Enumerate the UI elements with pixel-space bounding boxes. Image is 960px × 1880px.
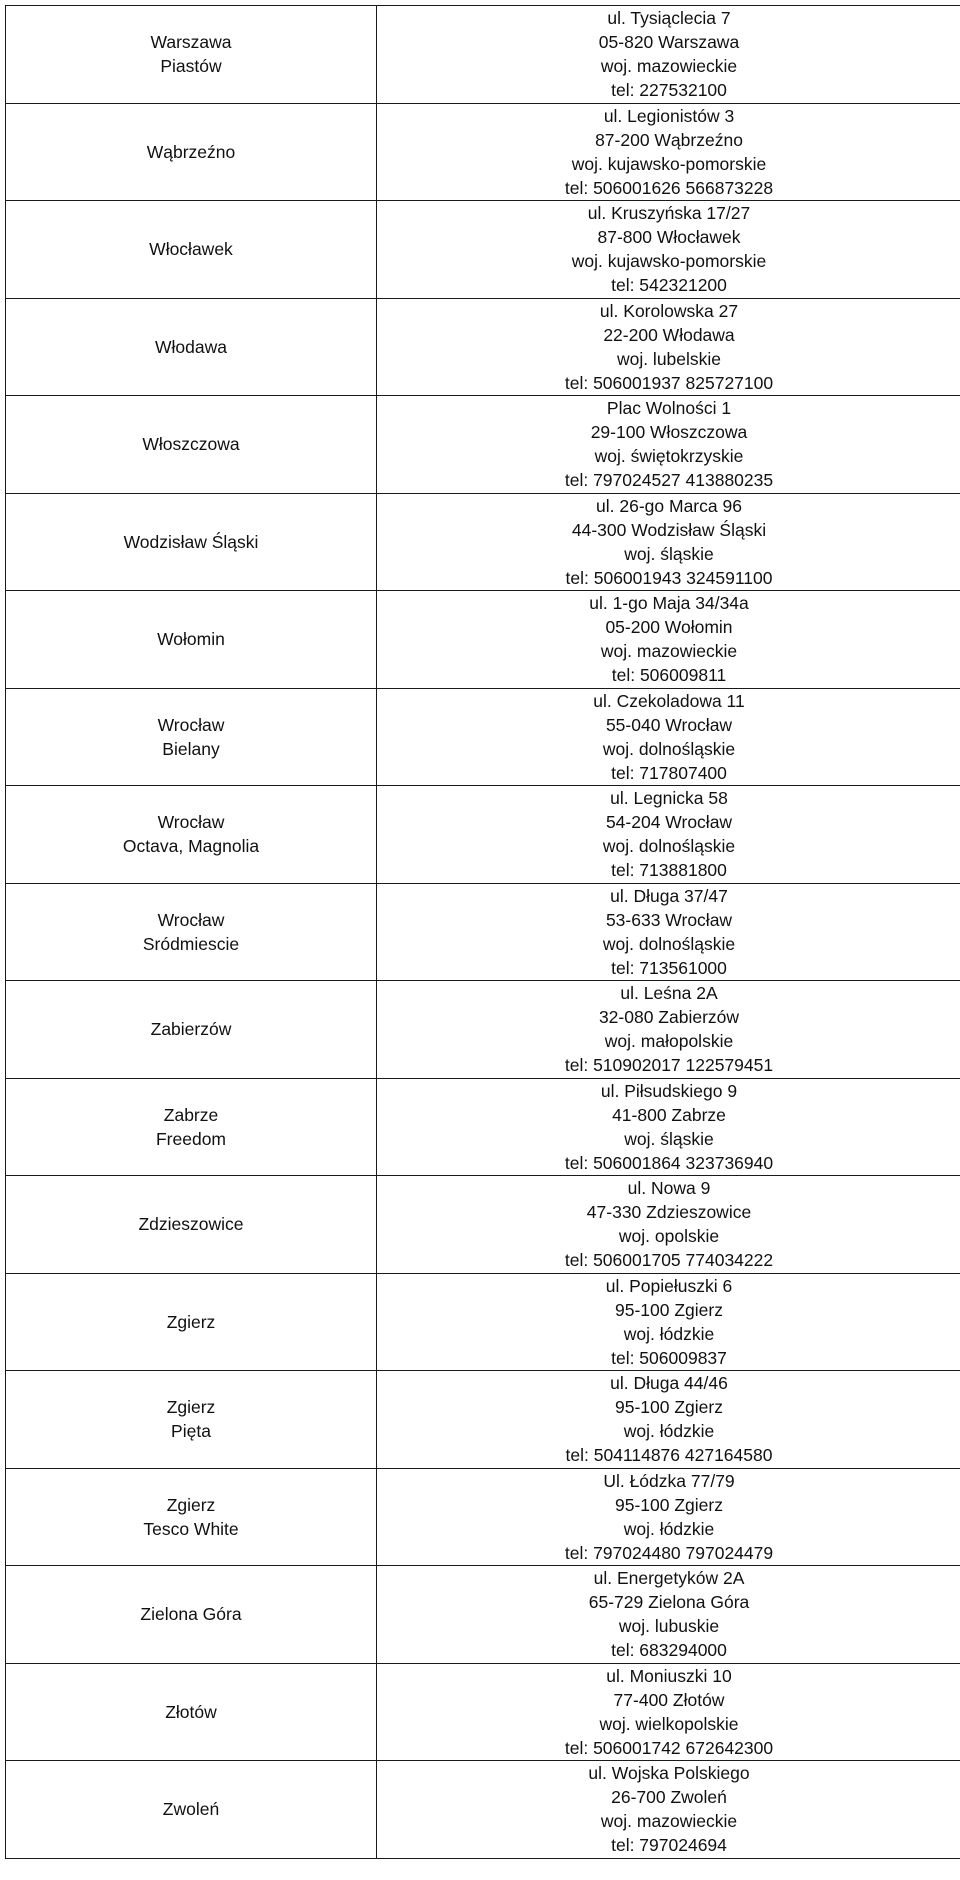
address-cell xyxy=(377,1371,960,1469)
city-cell xyxy=(6,493,377,591)
location-name: Pięta xyxy=(171,1421,211,1442)
postal-line: 65-729 Zielona Góra xyxy=(588,1592,750,1613)
city-name: Zgierz xyxy=(166,1397,216,1418)
table-row xyxy=(6,103,960,201)
street-line: Ul. Łódzka 77/79 xyxy=(603,1470,735,1491)
voivodeship-line: woj. lubuskie xyxy=(618,1616,720,1637)
city-name: Włoszczowa xyxy=(142,434,240,455)
location-name: Bielany xyxy=(162,738,220,759)
city-cell xyxy=(6,396,377,494)
city-cell xyxy=(6,883,377,981)
city-name: Wrocław xyxy=(157,812,225,833)
address-cell xyxy=(377,298,960,396)
table-row xyxy=(6,6,960,104)
city-name: Zgierz xyxy=(166,1311,216,1332)
street-line: ul. Piłsudskiego 9 xyxy=(600,1080,738,1101)
city-cell xyxy=(6,1468,377,1566)
postal-line: 95-100 Zgierz xyxy=(615,1299,723,1320)
voivodeship-line: woj. wielkopolskie xyxy=(599,1713,739,1734)
address-cell xyxy=(377,103,960,201)
city-cell xyxy=(6,1078,377,1176)
city-name: Włodawa xyxy=(155,336,227,357)
address-cell xyxy=(377,6,960,104)
address-cell xyxy=(377,1078,960,1176)
city-cell xyxy=(6,1371,377,1469)
street-line: ul. Tysiąclecia 7 xyxy=(607,8,731,29)
locations-table xyxy=(5,5,960,1859)
postal-line: 41-800 Zabrze xyxy=(612,1104,726,1125)
phone-line: tel: 506001864 323736940 xyxy=(564,1152,774,1173)
street-line: ul. Długa 37/47 xyxy=(610,885,728,906)
location-name: Octava, Magnolia xyxy=(122,836,260,857)
city-name: Zdzieszowice xyxy=(138,1214,244,1235)
phone-line: tel: 506001937 825727100 xyxy=(564,372,774,393)
phone-line: tel: 683294000 xyxy=(611,1640,727,1661)
table-row xyxy=(6,786,960,884)
postal-line: 87-800 Włocławek xyxy=(597,227,741,248)
voivodeship-line: woj. mazowieckie xyxy=(600,56,738,77)
voivodeship-line: woj. małopolskie xyxy=(604,1031,734,1052)
postal-line: 54-204 Wrocław xyxy=(605,812,733,833)
table-row xyxy=(6,396,960,494)
city-cell xyxy=(6,6,377,104)
city-name: Zabrze xyxy=(163,1104,219,1125)
street-line: ul. 1-go Maja 34/34a xyxy=(589,593,749,614)
street-line: ul. Popiełuszki 6 xyxy=(605,1275,733,1296)
city-cell xyxy=(6,1761,377,1859)
street-line: ul. Wojska Polskiego xyxy=(588,1763,750,1784)
address-cell xyxy=(377,591,960,689)
table-row xyxy=(6,591,960,689)
city-cell xyxy=(6,1176,377,1274)
phone-line: tel: 227532100 xyxy=(611,80,727,101)
table-row xyxy=(6,1566,960,1664)
city-name: Wąbrzeźno xyxy=(146,141,236,162)
location-name: Freedom xyxy=(155,1128,227,1149)
phone-line: tel: 506001943 324591100 xyxy=(565,567,773,588)
phone-line: tel: 713561000 xyxy=(611,957,727,978)
street-line: ul. Legionistów 3 xyxy=(603,105,735,126)
voivodeship-line: woj. dolnośląskie xyxy=(602,836,736,857)
city-cell xyxy=(6,103,377,201)
voivodeship-line: woj. mazowieckie xyxy=(600,641,738,662)
street-line: ul. Nowa 9 xyxy=(627,1178,711,1199)
voivodeship-line: woj. kujawsko-pomorskie xyxy=(571,153,767,174)
address-cell xyxy=(377,883,960,981)
postal-line: 95-100 Zgierz xyxy=(615,1494,723,1515)
table-row xyxy=(6,1761,960,1859)
address-cell xyxy=(377,201,960,299)
voivodeship-line: woj. kujawsko-pomorskie xyxy=(571,251,767,272)
address-cell xyxy=(377,1761,960,1859)
city-cell xyxy=(6,1566,377,1664)
voivodeship-line: woj. łódzkie xyxy=(623,1518,715,1539)
phone-line: tel: 506009837 xyxy=(611,1347,727,1368)
street-line: ul. 26-go Marca 96 xyxy=(596,495,742,516)
postal-line: 47-330 Zdzieszowice xyxy=(586,1202,752,1223)
phone-line: tel: 506009811 xyxy=(611,665,727,686)
city-name: Złotów xyxy=(165,1701,217,1722)
voivodeship-line: woj. lubelskie xyxy=(616,348,722,369)
phone-line: tel: 717807400 xyxy=(611,762,727,783)
address-cell xyxy=(377,786,960,884)
phone-line: tel: 797024527 413880235 xyxy=(564,470,774,491)
postal-line: 26-700 Zwoleń xyxy=(611,1787,727,1808)
voivodeship-line: woj. opolskie xyxy=(618,1226,720,1247)
street-line: ul. Legnicka 58 xyxy=(610,788,728,809)
city-name: Zabierzów xyxy=(150,1019,232,1040)
phone-line: tel: 510902017 122579451 xyxy=(564,1055,774,1076)
city-name: Zwoleń xyxy=(162,1799,220,1820)
table-row xyxy=(6,1468,960,1566)
voivodeship-line: woj. mazowieckie xyxy=(600,1811,738,1832)
city-name: Wrocław xyxy=(157,714,225,735)
city-name: Wrocław xyxy=(157,909,225,930)
city-cell xyxy=(6,786,377,884)
voivodeship-line: woj. dolnośląskie xyxy=(602,738,736,759)
city-name: Zgierz xyxy=(166,1494,216,1515)
postal-line: 05-200 Wołomin xyxy=(605,617,733,638)
postal-line: 32-080 Zabierzów xyxy=(598,1007,740,1028)
street-line: ul. Kruszyńska 17/27 xyxy=(587,203,751,224)
address-cell xyxy=(377,1663,960,1761)
city-name: Włocławek xyxy=(149,239,233,260)
table-row xyxy=(6,688,960,786)
postal-line: 55-040 Wrocław xyxy=(605,714,733,735)
city-name: Wodzisław Śląski xyxy=(123,531,259,552)
city-name: Wołomin xyxy=(157,629,225,650)
postal-line: 53-633 Wrocław xyxy=(605,909,733,930)
voivodeship-line: woj. śląskie xyxy=(624,543,714,564)
address-cell xyxy=(377,981,960,1079)
address-cell xyxy=(377,396,960,494)
table-row xyxy=(6,298,960,396)
street-line: ul. Energetyków 2A xyxy=(593,1568,745,1589)
table-row xyxy=(6,1663,960,1761)
table-row xyxy=(6,201,960,299)
table-row xyxy=(6,1273,960,1371)
street-line: ul. Leśna 2A xyxy=(620,983,718,1004)
city-cell xyxy=(6,1273,377,1371)
city-cell xyxy=(6,688,377,786)
address-cell xyxy=(377,1176,960,1274)
phone-line: tel: 713881800 xyxy=(611,860,727,881)
table-row xyxy=(6,883,960,981)
street-line: ul. Korolowska 27 xyxy=(599,300,739,321)
table-row xyxy=(6,1176,960,1274)
postal-line: 87-200 Wąbrzeźno xyxy=(595,129,743,150)
table-row xyxy=(6,1078,960,1176)
postal-line: 95-100 Zgierz xyxy=(615,1397,723,1418)
voivodeship-line: woj. łódzkie xyxy=(623,1323,715,1344)
street-line: ul. Czekoladowa 11 xyxy=(593,690,745,711)
location-name: Sródmiescie xyxy=(142,933,240,954)
city-name: Warszawa xyxy=(150,32,232,53)
address-cell xyxy=(377,1468,960,1566)
street-line: ul. Moniuszki 10 xyxy=(606,1665,732,1686)
city-cell xyxy=(6,201,377,299)
phone-line: tel: 506001742 672642300 xyxy=(564,1737,774,1758)
address-cell xyxy=(377,493,960,591)
street-line: ul. Długa 44/46 xyxy=(610,1373,728,1394)
phone-line: tel: 506001705 774034222 xyxy=(564,1250,774,1271)
postal-line: 05-820 Warszawa xyxy=(598,32,740,53)
voivodeship-line: woj. łódzkie xyxy=(623,1421,715,1442)
phone-line: tel: 797024480 797024479 xyxy=(564,1542,774,1563)
phone-line: tel: 542321200 xyxy=(611,275,727,296)
address-cell xyxy=(377,1566,960,1664)
city-cell xyxy=(6,1663,377,1761)
city-cell xyxy=(6,591,377,689)
city-cell xyxy=(6,981,377,1079)
voivodeship-line: woj. dolnośląskie xyxy=(602,933,736,954)
voivodeship-line: woj. świętokrzyskie xyxy=(594,446,744,467)
table-row xyxy=(6,493,960,591)
phone-line: tel: 506001626 566873228 xyxy=(564,177,774,198)
table-row xyxy=(6,981,960,1079)
street-line: Plac Wolności 1 xyxy=(606,398,732,419)
postal-line: 77-400 Złotów xyxy=(613,1689,725,1710)
postal-line: 22-200 Włodawa xyxy=(603,324,735,345)
location-name: Piastów xyxy=(160,56,222,77)
address-cell xyxy=(377,1273,960,1371)
location-name: Tesco White xyxy=(143,1518,239,1539)
postal-line: 29-100 Włoszczowa xyxy=(590,422,748,443)
city-cell xyxy=(6,298,377,396)
phone-line: tel: 504114876 427164580 xyxy=(565,1445,773,1466)
voivodeship-line: woj. śląskie xyxy=(624,1128,714,1149)
postal-line: 44-300 Wodzisław Śląski xyxy=(571,519,767,540)
table-row xyxy=(6,1371,960,1469)
phone-line: tel: 797024694 xyxy=(611,1835,727,1856)
city-name: Zielona Góra xyxy=(140,1604,242,1625)
address-cell xyxy=(377,688,960,786)
locations-table-body xyxy=(6,6,960,1859)
